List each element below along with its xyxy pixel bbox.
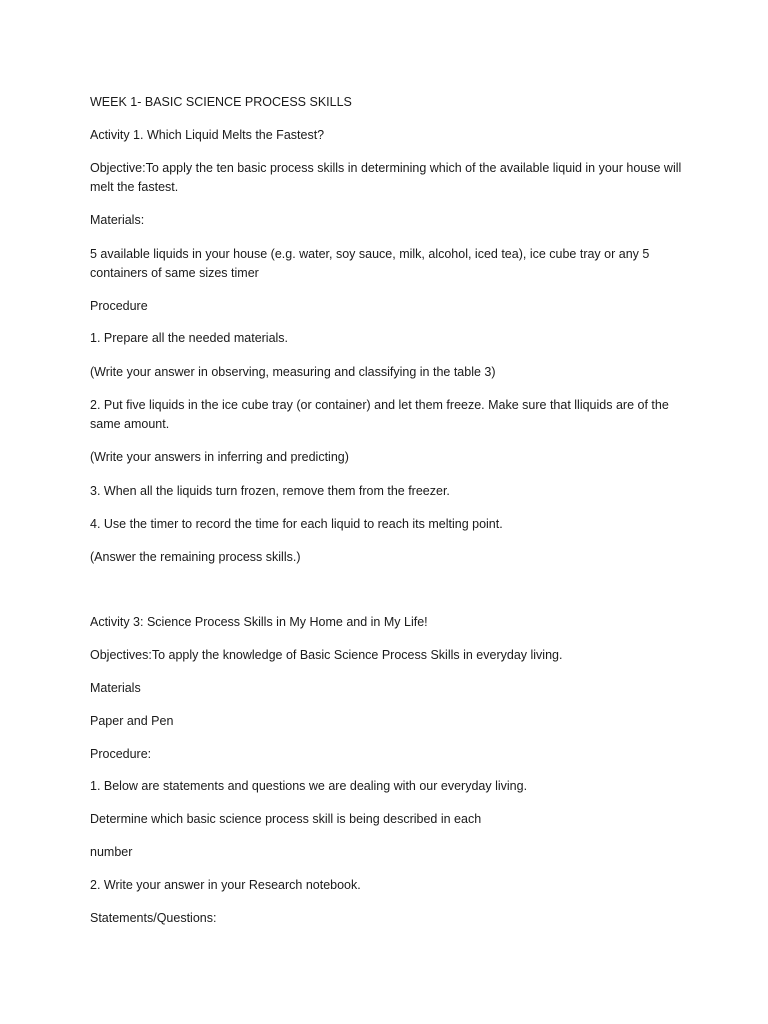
activity3-step: 1. Below are statements and questions we are dealing with our everyday living.: [90, 779, 528, 793]
activity3-materials-heading: Materials: [90, 681, 141, 695]
activity1-materials-heading: Materials:: [90, 213, 145, 227]
activity1-title: Activity 1. Which Liquid Melts the Fastest?: [90, 128, 325, 142]
activity1-step: (Answer the remaining process skills.): [90, 550, 301, 564]
activity3-step: 2. Write your answer in your Research notebook.: [90, 878, 361, 892]
activity3-step: number: [90, 845, 133, 859]
activity1-materials-text: 5 available liquids in your house (e.g. water, soy sauce, milk, alcohol, iced tea), ice cube tray or any 5 containers of same sizes timer: [90, 247, 650, 280]
activity3-objective: Objectives:To apply the knowledge of Basic Science Process Skills in everyday living.: [90, 648, 563, 662]
activity1-step: 2. Put five liquids in the ice cube tray (or container) and let them freeze. Make sure that lliquids are of the same amount.: [90, 398, 669, 431]
activity1-step: (Write your answers in inferring and predicting): [90, 450, 349, 464]
activity1-step: (Write your answer in observing, measuring and classifying in the table 3): [90, 365, 496, 379]
activity3-title: Activity 3: Science Process Skills in My Home and in My Life!: [90, 615, 428, 629]
activity1-step: 4. Use the timer to record the time for each liquid to reach its melting point.: [90, 517, 503, 531]
activity3-materials-text: Paper and Pen: [90, 714, 174, 728]
activity1-procedure-heading: Procedure: [90, 299, 148, 313]
activity3-statements-heading: Statements/Questions:: [90, 911, 217, 925]
activity1-step: 1. Prepare all the needed materials.: [90, 331, 289, 345]
activity1-step: 3. When all the liquids turn frozen, remove them from the freezer.: [90, 484, 450, 498]
activity1-objective: Objective:To apply the ten basic process skills in determining which of the available liquid in your house will melt the fastest.: [90, 161, 682, 194]
week-title: WEEK 1- BASIC SCIENCE PROCESS SKILLS: [90, 95, 352, 109]
activity3-step: Determine which basic science process skill is being described in each: [90, 812, 482, 826]
activity3-procedure-heading: Procedure:: [90, 747, 152, 761]
